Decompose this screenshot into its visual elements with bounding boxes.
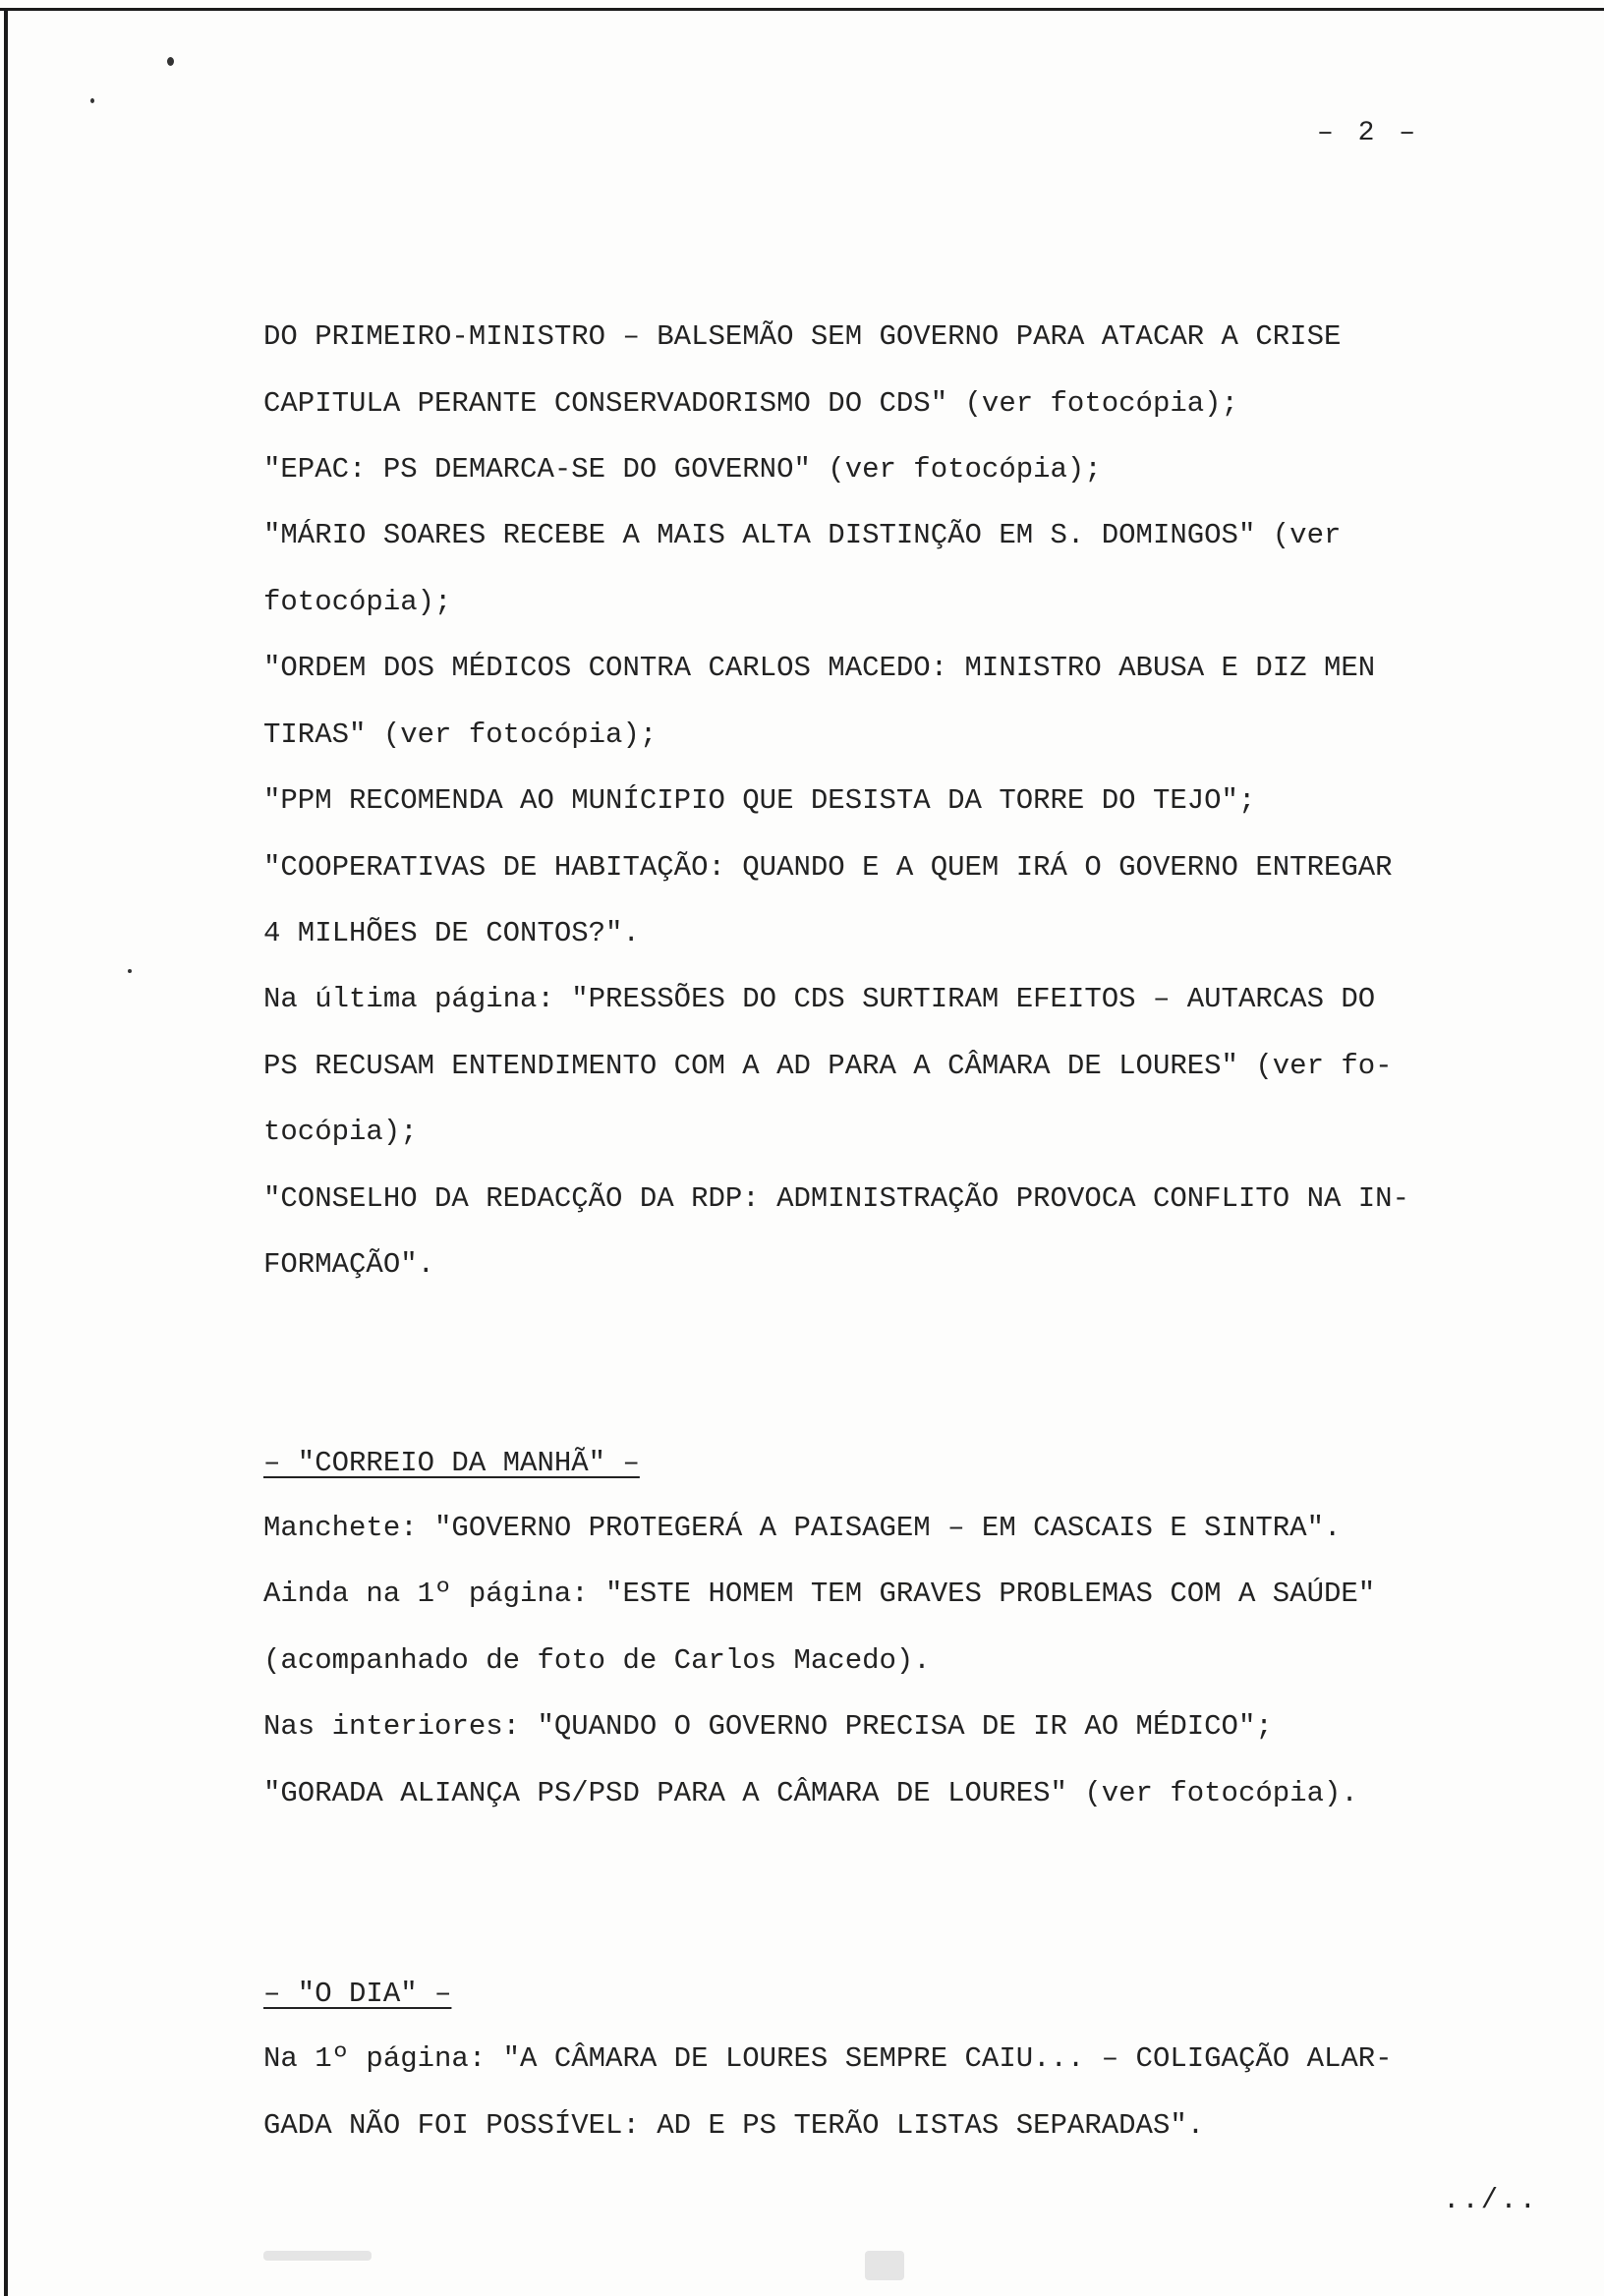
body-line: fotocópia);	[263, 586, 452, 618]
page-top-border	[0, 8, 1604, 11]
dia-line: Na 1º página: "A CÂMARA DE LOURES SEMPRE CAIU... – COLIGAÇÃO ALAR-	[263, 2042, 1393, 2075]
dia-line: GADA NÃO FOI POSSÍVEL: AD E PS TERÃO LISTAS SEPARADAS".	[263, 2109, 1205, 2142]
ink-speck	[167, 57, 174, 66]
body-line: "ORDEM DOS MÉDICOS CONTRA CARLOS MACEDO: MINISTRO ABUSA E DIZ MEN	[263, 652, 1376, 684]
ink-speck	[90, 98, 94, 103]
body-line: DO PRIMEIRO-MINISTRO – BALSEMÃO SEM GOVERNO PARA ATACAR A CRISE	[263, 320, 1342, 353]
body-line: PS RECUSAM ENTENDIMENTO COM A AD PARA A CÂMARA DE LOURES" (ver fo-	[263, 1050, 1393, 1082]
body-line: 4 MILHÕES DE CONTOS?".	[263, 917, 640, 949]
correio-line: "GORADA ALIANÇA PS/PSD PARA A CÂMARA DE LOURES" (ver fotocópia).	[263, 1777, 1358, 1809]
continuation-mark: ../..	[1443, 2184, 1539, 2216]
body-line: "MÁRIO SOARES RECEBE A MAIS ALTA DISTINÇÃO EM S. DOMINGOS" (ver	[263, 519, 1342, 551]
correio-line: Ainda na 1º página: "ESTE HOMEM TEM GRAVES PROBLEMAS COM A SAÚDE"	[263, 1578, 1376, 1610]
correio-line: Manchete: "GOVERNO PROTEGERÁ A PAISAGEM – EM CASCAIS E SINTRA".	[263, 1512, 1342, 1544]
scan-smudge	[865, 2251, 904, 2280]
scan-smudge	[263, 2251, 372, 2261]
correio-line: Nas interiores: "QUANDO O GOVERNO PRECISA DE IR AO MÉDICO";	[263, 1710, 1273, 1743]
body-line: "CONSELHO DA REDACÇÃO DA RDP: ADMINISTRAÇÃO PROVOCA CONFLITO NA IN-	[263, 1182, 1409, 1215]
body-line: TIRAS" (ver fotocópia);	[263, 718, 658, 751]
section-title-o-dia: – "O DIA" –	[263, 1978, 452, 2010]
body-line: tocópia);	[263, 1116, 418, 1148]
correio-line: (acompanhado de foto de Carlos Macedo).	[263, 1644, 931, 1677]
section-title-correio-da-manha: – "CORREIO DA MANHÃ" –	[263, 1447, 640, 1479]
ink-speck	[128, 969, 132, 973]
body-line: "PPM RECOMENDA AO MUNÍCIPIO QUE DESISTA DA TORRE DO TEJO";	[263, 784, 1256, 817]
body-line: CAPITULA PERANTE CONSERVADORISMO DO CDS" (ver fotocópia);	[263, 387, 1238, 420]
page-number: – 2 –	[1317, 118, 1420, 148]
body-line: FORMAÇÃO".	[263, 1248, 435, 1281]
page-left-border	[4, 8, 8, 2296]
body-line: "COOPERATIVAS DE HABITAÇÃO: QUANDO E A QUEM IRÁ O GOVERNO ENTREGAR	[263, 851, 1393, 884]
body-line: Na última página: "PRESSÕES DO CDS SURTIRAM EFEITOS – AUTARCAS DO	[263, 983, 1376, 1015]
body-line: "EPAC: PS DEMARCA-SE DO GOVERNO" (ver fotocópia);	[263, 453, 1102, 486]
